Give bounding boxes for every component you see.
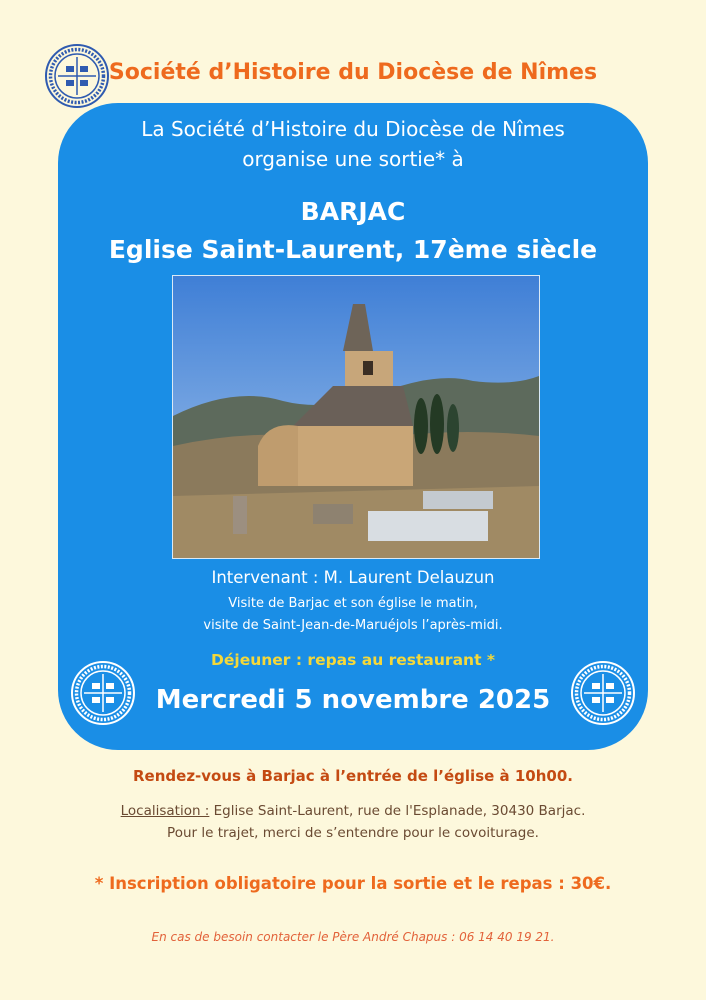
church-name: Eglise Saint-Laurent, 17ème siècle bbox=[108, 235, 598, 264]
carpool-note: Pour le trajet, merci de s’entendre pour le covoiturage. bbox=[167, 825, 539, 841]
program-morning: Visite de Barjac et son église le matin, bbox=[228, 596, 478, 611]
location-block bbox=[0, 800, 706, 844]
location-label: Localisation : bbox=[120, 803, 210, 819]
event-panel bbox=[58, 103, 648, 750]
society-title: Société d’Histoire du Diocèse de Nîmes bbox=[108, 60, 598, 85]
location-value: Eglise Saint-Laurent, rue de l'Esplanade, 30430 Barjac. bbox=[209, 803, 586, 819]
lunch-info: Déjeuner : repas au restaurant * bbox=[211, 651, 495, 669]
speaker-line: Intervenant : M. Laurent Delauzun bbox=[211, 568, 495, 587]
event-date: Mercredi 5 novembre 2025 bbox=[155, 685, 551, 715]
church-photo bbox=[172, 275, 540, 559]
place-name: BARJAC bbox=[300, 197, 406, 226]
rendezvous-info: Rendez-vous à Barjac à l’entrée de l’église à 10h00. bbox=[133, 767, 573, 785]
diocese-seal-icon bbox=[570, 660, 636, 726]
intro-line-1: La Société d’Histoire du Diocèse de Nîmes bbox=[141, 117, 565, 141]
intro-line-2: organise une sortie* à bbox=[242, 147, 464, 171]
contact-line: En cas de besoin contacter le Père André Chapus : 06 14 40 19 21. bbox=[151, 930, 555, 944]
diocese-seal-icon bbox=[70, 660, 136, 726]
registration-note: * Inscription obligatoire pour la sortie et le repas : 30€. bbox=[94, 874, 612, 893]
program-afternoon: visite de Saint-Jean-de-Maruéjols l’après-midi. bbox=[203, 618, 503, 633]
